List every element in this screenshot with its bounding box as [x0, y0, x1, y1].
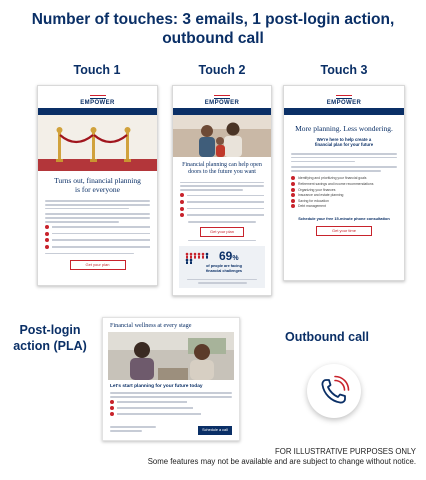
touch-3-email [283, 85, 405, 281]
family-photo [173, 115, 271, 157]
email-heading: More planning. Less wondering. [295, 124, 393, 133]
stat-panel [179, 246, 265, 288]
email-header-band [284, 108, 404, 115]
get-plan-button[interactable]: Get your plan [70, 260, 126, 270]
touch-2-label: Touch 2 [198, 63, 246, 77]
page-title: Number of touches: 3 emails, 1 post-login action, outbound call [31, 11, 395, 47]
advisor-meeting-photo [108, 332, 234, 380]
empower-logo: EMPOWER [80, 95, 114, 106]
empower-logo: EMPOWER [327, 95, 361, 106]
schedule-call-button[interactable]: Schedule a call [198, 426, 232, 435]
stat-value: 69% [219, 249, 239, 264]
touch-1-label: Touch 1 [73, 63, 121, 77]
empower-logo: EMPOWER [205, 95, 239, 106]
disclaimer: FOR ILLUSTRATIVE PURPOSES ONLY Some features may not be available and are subject to change without notice. [147, 447, 416, 466]
pla-heading: Financial wellness at every stage [110, 322, 192, 329]
pla-label: Post-login action (PLA) [13, 323, 87, 353]
service-list: Identifying and prioritizing your financial goals Retirement savings and income recommendations Organizing your finances Insurance and estate planning Saving for education Debt management [284, 174, 404, 209]
touch-1-email [37, 85, 158, 286]
touch-3-label: Touch 3 [320, 63, 368, 77]
email-subheading: We're here to help create a financial plan for your future [314, 137, 374, 148]
email-header-band [173, 108, 271, 115]
outbound-call-label: Outbound call [284, 330, 370, 344]
touch-2-email [172, 85, 272, 296]
phone-ringing-icon [307, 364, 361, 418]
consultation-text: Schedule your free 15-minute phone consultation [298, 216, 390, 222]
pla-screen [102, 317, 240, 441]
email-heading: Financial planning can help open doors to the future you want [182, 162, 262, 176]
pla-subheading: Let's start planning for your future today [110, 384, 203, 389]
stat-caption: of people are facing financial challenges [205, 264, 243, 273]
people-icons [185, 252, 211, 264]
email-heading: Turns out, financial planning is for everyone [54, 176, 141, 194]
rope-barrier-image [38, 115, 157, 171]
get-time-button[interactable]: Get your time [316, 226, 372, 236]
get-plan-button[interactable]: Get your plan [200, 227, 244, 237]
email-header-band [38, 108, 157, 115]
